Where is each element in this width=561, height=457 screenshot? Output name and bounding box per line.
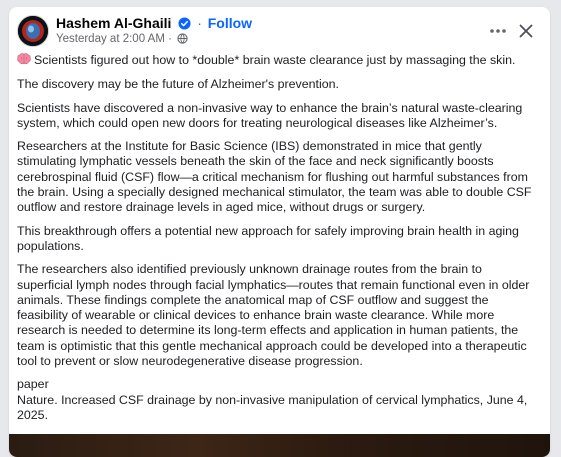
post-card	[9, 7, 550, 457]
source-label: paper	[17, 377, 49, 392]
post-headline-text: Scientists figured out how to *double* brain waste clearance just by massaging the skin.	[34, 53, 516, 67]
post-paragraph: This breakthrough offers a potential new approach for safely improving brain health in aging populations.	[17, 223, 519, 253]
post-paragraph: The researchers also identified previously unknown drainage routes from the brain to superficial lymph nodes through facial lymphatics—routes that remain functional even in older animals. These findings complete the anatomical map of CSF outflow and suggest the feasibility of wearable or clinical devices to enhance brain waste clearance. While more research is needed to determine its long-term effects and application in human patients, the team is optimistic that this gentle mechanical approach could be developed into a therapeutic tool to prevent or slow neurodegenerative disease progression.	[17, 262, 530, 369]
follow-button[interactable]: Follow	[207, 15, 253, 31]
post-headline	[17, 53, 537, 69]
globe-icon[interactable]	[177, 33, 188, 48]
post-paragraph: Scientists have discovered a non-invasive way to enhance the brain’s natural waste-clearing system, which could open new doors for treating neurological diseases like Alzheimer’s.	[17, 100, 523, 130]
brain-emoji-icon	[17, 53, 31, 69]
post-header	[9, 7, 550, 51]
post-body	[17, 53, 537, 431]
separator-dot: ·	[197, 15, 202, 31]
post-paragraph: Researchers at the Institute for Basic Science (IBS) demonstrated in mice that gently stimulating lymphatic vessels beneath the skin of the face and neck significantly boosts cerebrospinal fluid (CSF) flow—a critical mechanism for flushing out harmful substances from the brain. Using a specially designed mechanical stimulator, the team was able to double CSF outflow and restore drainage levels in aged mice, without drugs or surgery.	[17, 139, 532, 215]
more-options-icon[interactable]	[483, 19, 513, 43]
author-row	[56, 14, 252, 34]
post-meta	[56, 32, 188, 48]
post-paragraph: The discovery may be the future of Alzheimer's prevention.	[17, 77, 339, 92]
author-name[interactable]: Hashem Al-Ghaili	[56, 15, 172, 31]
source-citation: Nature. Increased CSF drainage by non-invasive manipulation of cervical lymphatics, June 4, 2025.	[17, 392, 528, 422]
close-icon[interactable]	[514, 19, 538, 43]
meta-separator-dot: ·	[168, 33, 172, 45]
post-media-image[interactable]	[9, 434, 550, 457]
avatar[interactable]	[17, 15, 49, 47]
post-timestamp[interactable]: Yesterday at 2:00 AM	[56, 33, 165, 45]
